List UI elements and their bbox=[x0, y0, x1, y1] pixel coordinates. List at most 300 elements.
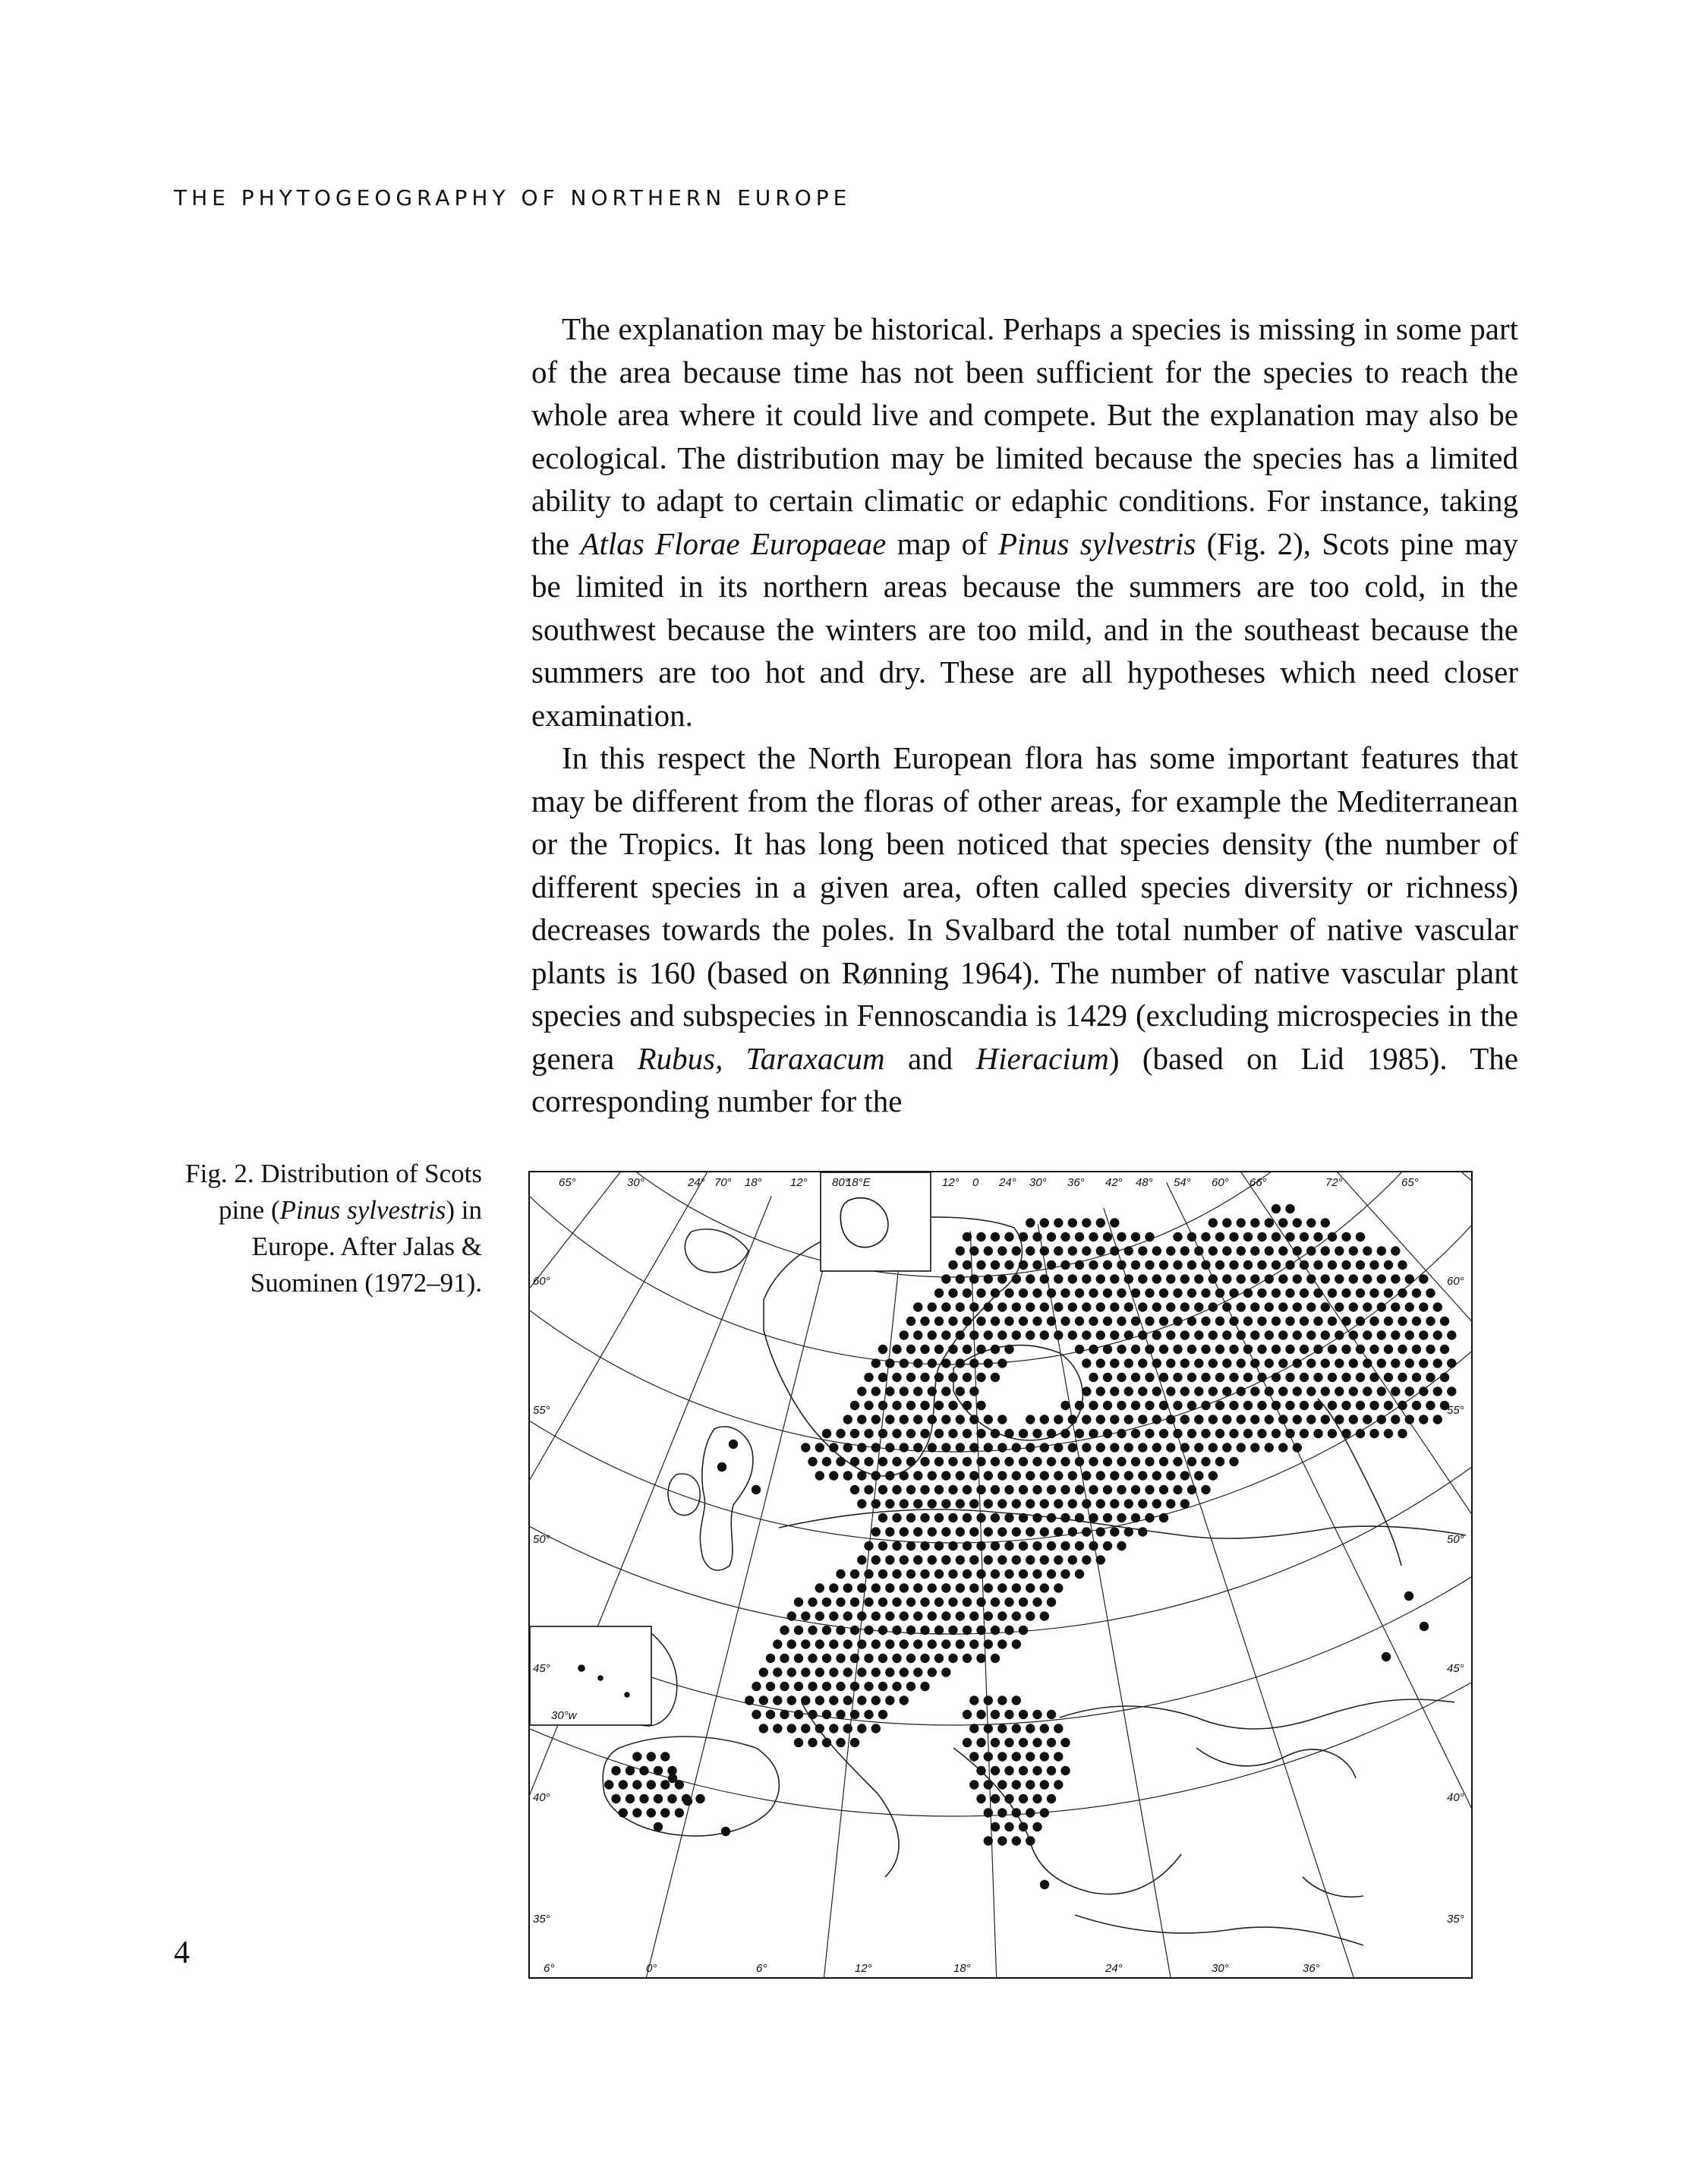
occurrence-dot bbox=[984, 1246, 993, 1255]
occurrence-dot bbox=[1215, 1289, 1224, 1298]
occurrence-dot bbox=[1243, 1317, 1253, 1326]
occurrence-dot bbox=[900, 1639, 909, 1648]
occurrence-dot bbox=[1377, 1386, 1386, 1396]
occurrence-dot bbox=[920, 1457, 929, 1466]
left-degree-label: 40° bbox=[533, 1791, 550, 1804]
occurrence-dot bbox=[1173, 1260, 1182, 1270]
occurrence-dot bbox=[976, 1429, 985, 1438]
bottom-degree-label: 12° bbox=[855, 1962, 872, 1975]
occurrence-dot bbox=[1145, 1373, 1154, 1382]
occurrence-dot bbox=[1012, 1780, 1021, 1789]
occurrence-dot bbox=[1229, 1289, 1238, 1298]
occurrence-dot bbox=[1131, 1401, 1140, 1410]
occurrence-dot bbox=[1209, 1330, 1218, 1339]
occurrence-dot bbox=[892, 1541, 901, 1550]
azores-island bbox=[578, 1665, 585, 1671]
occurrence-dot bbox=[1377, 1358, 1386, 1367]
top-degree-label: 54° bbox=[1174, 1176, 1191, 1189]
occurrence-dot bbox=[822, 1457, 831, 1466]
occurrence-dot bbox=[1019, 1794, 1028, 1803]
occurrence-dot bbox=[843, 1443, 852, 1452]
occurrence-dot bbox=[864, 1429, 873, 1438]
occurrence-dot bbox=[1040, 1780, 1049, 1789]
occurrence-dot bbox=[1082, 1499, 1091, 1508]
occurrence-dot bbox=[1187, 1457, 1196, 1466]
occurrence-dot bbox=[885, 1583, 894, 1592]
occurrence-dot bbox=[1265, 1302, 1274, 1311]
occurrence-dot bbox=[815, 1471, 824, 1480]
occurrence-dot bbox=[1391, 1246, 1400, 1255]
occurrence-dot bbox=[928, 1330, 937, 1339]
occurrence-dot bbox=[752, 1710, 761, 1719]
occurrence-dot bbox=[963, 1598, 972, 1607]
occurrence-dot bbox=[1398, 1373, 1407, 1382]
occurrence-dot bbox=[1426, 1317, 1435, 1326]
occurrence-dot bbox=[963, 1345, 972, 1354]
occurrence-dot bbox=[984, 1583, 993, 1592]
occurrence-dot bbox=[1019, 1457, 1028, 1466]
occurrence-dot bbox=[984, 1808, 993, 1817]
occurrence-dot bbox=[1159, 1260, 1168, 1270]
occurrence-dot bbox=[1117, 1232, 1126, 1241]
occurrence-dot bbox=[1166, 1386, 1175, 1396]
occurrence-dot bbox=[969, 1274, 978, 1283]
occurrence-dot bbox=[1012, 1639, 1021, 1648]
occurrence-dot bbox=[1384, 1401, 1393, 1410]
occurrence-dot bbox=[1265, 1218, 1274, 1227]
occurrence-dot bbox=[1257, 1401, 1266, 1410]
occurrence-dot bbox=[1060, 1485, 1070, 1494]
occurrence-dot bbox=[1117, 1541, 1126, 1550]
occurrence-dot bbox=[1054, 1443, 1063, 1452]
occurrence-dot bbox=[1004, 1822, 1013, 1831]
bottom-degree-label: 36° bbox=[1303, 1962, 1320, 1975]
occurrence-dot bbox=[1159, 1513, 1168, 1522]
occurrence-dot bbox=[1209, 1415, 1218, 1424]
occurrence-dot bbox=[1026, 1471, 1035, 1480]
occurrence-dot bbox=[1075, 1260, 1084, 1270]
occurrence-dot bbox=[1306, 1274, 1316, 1283]
occurrence-dot bbox=[1369, 1373, 1379, 1382]
occurrence-dot bbox=[1152, 1302, 1161, 1311]
occurrence-dot bbox=[801, 1696, 810, 1705]
occurrence-dot bbox=[878, 1513, 887, 1522]
occurrence-dot bbox=[934, 1429, 944, 1438]
top-degree-label: 12° bbox=[790, 1176, 808, 1189]
occurrence-dot bbox=[969, 1583, 978, 1592]
occurrence-dot bbox=[1060, 1513, 1070, 1522]
occurrence-dot bbox=[934, 1401, 944, 1410]
occurrence-dot bbox=[1082, 1302, 1091, 1311]
occurrence-dot bbox=[1012, 1836, 1021, 1845]
occurrence-dot bbox=[1356, 1289, 1365, 1298]
azores-island bbox=[598, 1676, 603, 1680]
occurrence-dot bbox=[1180, 1358, 1190, 1367]
occurrence-dot bbox=[1194, 1246, 1203, 1255]
occurrence-dot bbox=[928, 1443, 937, 1452]
occurrence-dot bbox=[1004, 1541, 1013, 1550]
occurrence-dot bbox=[969, 1527, 978, 1536]
occurrence-dot bbox=[969, 1471, 978, 1480]
occurrence-dot bbox=[1159, 1429, 1168, 1438]
occurrence-dot bbox=[1194, 1415, 1203, 1424]
occurrence-dot bbox=[780, 1654, 789, 1663]
occurrence-dot bbox=[1243, 1260, 1253, 1270]
occurrence-dot bbox=[984, 1780, 993, 1789]
occurrence-dot bbox=[1124, 1274, 1133, 1283]
text-run: ) (based on Lid 1985). The corresponding number for the bbox=[531, 1040, 1519, 1118]
italic-run: Atlas Florae Europaeae bbox=[580, 525, 887, 561]
occurrence-dot bbox=[1096, 1415, 1105, 1424]
occurrence-dot bbox=[1257, 1345, 1266, 1354]
occurrence-dot bbox=[900, 1555, 909, 1564]
occurrence-dot bbox=[1250, 1246, 1259, 1255]
occurrence-dot bbox=[1440, 1373, 1449, 1382]
occurrence-dot bbox=[1124, 1386, 1133, 1396]
occurrence-dot bbox=[1405, 1415, 1414, 1424]
occurrence-dot bbox=[801, 1611, 810, 1620]
occurrence-dot bbox=[997, 1330, 1007, 1339]
occurrence-dot bbox=[1082, 1246, 1091, 1255]
occurrence-dot bbox=[1131, 1485, 1140, 1494]
occurrence-dot bbox=[1229, 1345, 1238, 1354]
occurrence-dot bbox=[787, 1639, 796, 1648]
top-degree-label: 48° bbox=[1136, 1176, 1153, 1189]
occurrence-dot bbox=[1285, 1260, 1294, 1270]
text-run bbox=[723, 1041, 745, 1076]
occurrence-dot bbox=[780, 1682, 789, 1691]
occurrence-dot bbox=[997, 1583, 1007, 1592]
occurrence-dot bbox=[1131, 1429, 1140, 1438]
occurrence-dot bbox=[885, 1639, 894, 1648]
occurrence-dot bbox=[878, 1569, 887, 1579]
occurrence-dot bbox=[976, 1794, 985, 1803]
occurrence-dot bbox=[913, 1443, 922, 1452]
occurrence-dot bbox=[1363, 1415, 1372, 1424]
occurrence-dot bbox=[1019, 1822, 1028, 1831]
occurrence-dot bbox=[1194, 1443, 1203, 1452]
occurrence-dot bbox=[900, 1386, 909, 1396]
occurrence-dot bbox=[632, 1808, 641, 1817]
occurrence-dot bbox=[1306, 1358, 1316, 1367]
occurrence-dot bbox=[1237, 1330, 1246, 1339]
occurrence-dot bbox=[683, 1796, 692, 1806]
occurrence-dot bbox=[948, 1626, 957, 1635]
occurrence-dot bbox=[787, 1667, 796, 1677]
top-degree-label: 18° bbox=[745, 1176, 762, 1189]
occurrence-dot bbox=[1089, 1317, 1098, 1326]
occurrence-dot bbox=[787, 1611, 796, 1620]
occurrence-dot bbox=[963, 1626, 972, 1635]
occurrence-dot bbox=[1089, 1457, 1098, 1466]
occurrence-dot bbox=[1229, 1429, 1238, 1438]
occurrence-dot bbox=[1257, 1260, 1266, 1270]
occurrence-dot bbox=[976, 1457, 985, 1466]
occurrence-dot bbox=[1222, 1330, 1231, 1339]
occurrence-dot bbox=[1117, 1485, 1126, 1494]
occurrence-dot bbox=[1356, 1345, 1365, 1354]
occurrence-dot bbox=[1341, 1345, 1350, 1354]
occurrence-dot bbox=[1166, 1443, 1175, 1452]
occurrence-dot bbox=[948, 1541, 957, 1550]
occurrence-dot bbox=[892, 1457, 901, 1466]
occurrence-dot bbox=[913, 1499, 922, 1508]
occurrence-dot bbox=[850, 1457, 859, 1466]
occurrence-dot bbox=[1250, 1358, 1259, 1367]
occurrence-dot bbox=[934, 1513, 944, 1522]
occurrence-dot bbox=[1082, 1358, 1091, 1367]
occurrence-dot bbox=[815, 1583, 824, 1592]
occurrence-dot bbox=[1068, 1274, 1077, 1283]
occurrence-dot bbox=[1026, 1583, 1035, 1592]
occurrence-dot bbox=[822, 1598, 831, 1607]
occurrence-dot bbox=[991, 1766, 1000, 1775]
occurrence-dot bbox=[1222, 1246, 1231, 1255]
occurrence-dot bbox=[1040, 1274, 1049, 1283]
occurrence-dot bbox=[850, 1598, 859, 1607]
occurrence-dot bbox=[1131, 1289, 1140, 1298]
occurrence-dot bbox=[1272, 1401, 1281, 1410]
occurrence-dot bbox=[948, 1485, 957, 1494]
occurrence-dot bbox=[1209, 1386, 1218, 1396]
occurrence-dot bbox=[984, 1836, 993, 1845]
occurrence-dot bbox=[1328, 1373, 1337, 1382]
occurrence-dot bbox=[1201, 1260, 1210, 1270]
occurrence-dot bbox=[1321, 1274, 1330, 1283]
occurrence-dot bbox=[654, 1822, 663, 1831]
occurrence-dot bbox=[1032, 1260, 1042, 1270]
occurrence-dot bbox=[1222, 1415, 1231, 1424]
top-degree-label: 42° bbox=[1105, 1176, 1123, 1189]
occurrence-dot bbox=[963, 1401, 972, 1410]
occurrence-dot bbox=[913, 1471, 922, 1480]
occurrence-dot bbox=[1173, 1289, 1182, 1298]
occurrence-dot bbox=[1096, 1499, 1105, 1508]
occurrence-dot bbox=[991, 1598, 1000, 1607]
occurrence-dot bbox=[969, 1443, 978, 1452]
occurrence-dot bbox=[667, 1794, 676, 1803]
occurrence-dot bbox=[976, 1289, 985, 1298]
occurrence-dot bbox=[1047, 1513, 1056, 1522]
occurrence-dot bbox=[1040, 1302, 1049, 1311]
page-number: 4 bbox=[174, 1935, 190, 1970]
occurrence-dot bbox=[878, 1373, 887, 1382]
occurrence-dot bbox=[976, 1232, 985, 1241]
occurrence-dot bbox=[885, 1611, 894, 1620]
occurrence-dot bbox=[1004, 1794, 1013, 1803]
occurrence-dot bbox=[1117, 1289, 1126, 1298]
occurrence-dot bbox=[1250, 1302, 1259, 1311]
occurrence-dot bbox=[1032, 1429, 1042, 1438]
occurrence-dot bbox=[892, 1513, 901, 1522]
occurrence-dot bbox=[1047, 1457, 1056, 1466]
occurrence-dot bbox=[1419, 1274, 1428, 1283]
occurrence-dot bbox=[1278, 1302, 1287, 1311]
occurrence-dot bbox=[1047, 1766, 1056, 1775]
occurrence-dot bbox=[1215, 1345, 1224, 1354]
occurrence-dot bbox=[913, 1386, 922, 1396]
occurrence-dot bbox=[984, 1330, 993, 1339]
occurrence-dot bbox=[1103, 1513, 1112, 1522]
occurrence-dot bbox=[1145, 1345, 1154, 1354]
occurrence-dot bbox=[1272, 1373, 1281, 1382]
occurrence-dot bbox=[1117, 1457, 1126, 1466]
occurrence-dot bbox=[1159, 1317, 1168, 1326]
occurrence-dot bbox=[871, 1471, 881, 1480]
occurrence-dot bbox=[956, 1499, 965, 1508]
occurrence-dot bbox=[1293, 1246, 1302, 1255]
occurrence-dot bbox=[1278, 1386, 1287, 1396]
occurrence-dot bbox=[885, 1527, 894, 1536]
occurrence-dot bbox=[1341, 1373, 1350, 1382]
occurrence-dot bbox=[976, 1626, 985, 1635]
occurrence-dot bbox=[1405, 1386, 1414, 1396]
occurrence-dot bbox=[1110, 1358, 1119, 1367]
occurrence-dot bbox=[1032, 1513, 1042, 1522]
right-degree-label: 40° bbox=[1447, 1791, 1464, 1804]
occurrence-dot bbox=[1082, 1218, 1091, 1227]
europe-distribution-map bbox=[528, 1171, 1473, 1979]
occurrence-dot bbox=[928, 1583, 937, 1592]
occurrence-dot bbox=[1250, 1443, 1259, 1452]
occurrence-dot bbox=[1201, 1373, 1210, 1382]
occurrence-dot bbox=[871, 1696, 881, 1705]
occurrence-dot bbox=[626, 1794, 635, 1803]
occurrence-dot bbox=[1075, 1485, 1084, 1494]
italic-run: Pinus sylvestris bbox=[998, 525, 1196, 561]
occurrence-dot bbox=[871, 1724, 881, 1733]
occurrence-dot bbox=[1447, 1330, 1456, 1339]
occurrence-dot bbox=[801, 1667, 810, 1677]
top-degree-label: 24° bbox=[999, 1176, 1016, 1189]
occurrence-dot bbox=[1089, 1485, 1098, 1494]
occurrence-dot bbox=[773, 1639, 782, 1648]
occurrence-dot bbox=[976, 1569, 985, 1579]
occurrence-dot bbox=[1412, 1401, 1421, 1410]
occurrence-dot bbox=[1032, 1289, 1042, 1298]
occurrence-dot bbox=[969, 1302, 978, 1311]
occurrence-dot bbox=[885, 1415, 894, 1424]
occurrence-dot bbox=[934, 1626, 944, 1635]
occurrence-dot bbox=[1187, 1429, 1196, 1438]
occurrence-dot bbox=[1075, 1401, 1084, 1410]
occurrence-dot bbox=[843, 1667, 852, 1677]
occurrence-dot bbox=[984, 1527, 993, 1536]
occurrence-dot bbox=[1026, 1218, 1035, 1227]
occurrence-dot bbox=[1040, 1246, 1049, 1255]
occurrence-dot bbox=[997, 1724, 1007, 1733]
occurrence-dot bbox=[1110, 1246, 1119, 1255]
occurrence-dot bbox=[1166, 1246, 1175, 1255]
occurrence-dot bbox=[934, 1485, 944, 1494]
occurrence-dot bbox=[885, 1667, 894, 1677]
occurrence-dot bbox=[1117, 1513, 1126, 1522]
occurrence-dot bbox=[1173, 1232, 1182, 1241]
occurrence-dot bbox=[1313, 1429, 1322, 1438]
occurrence-dot bbox=[843, 1724, 852, 1733]
occurrence-dot bbox=[1391, 1302, 1400, 1311]
occurrence-dot bbox=[1321, 1330, 1330, 1339]
occurrence-dot bbox=[900, 1471, 909, 1480]
occurrence-dot bbox=[1103, 1373, 1112, 1382]
occurrence-dot bbox=[1075, 1289, 1084, 1298]
occurrence-dot bbox=[815, 1639, 824, 1648]
occurrence-dot bbox=[1265, 1358, 1274, 1367]
occurrence-dot bbox=[1201, 1317, 1210, 1326]
occurrence-dot bbox=[1180, 1415, 1190, 1424]
occurrence-dot bbox=[1243, 1401, 1253, 1410]
occurrence-dot bbox=[1237, 1302, 1246, 1311]
occurrence-dot bbox=[1089, 1429, 1098, 1438]
occurrence-dot bbox=[1440, 1317, 1449, 1326]
occurrence-dot bbox=[900, 1358, 909, 1367]
occurrence-dot bbox=[1047, 1317, 1056, 1326]
occurrence-dot bbox=[1369, 1260, 1379, 1270]
occurrence-dot bbox=[1012, 1555, 1021, 1564]
occurrence-dot bbox=[1293, 1443, 1302, 1452]
occurrence-dot bbox=[794, 1626, 803, 1635]
occurrence-dot bbox=[1159, 1485, 1168, 1494]
occurrence-dot bbox=[808, 1457, 817, 1466]
occurrence-dot bbox=[843, 1696, 852, 1705]
occurrence-dot bbox=[836, 1626, 845, 1635]
occurrence-dot bbox=[1237, 1386, 1246, 1396]
occurrence-dot bbox=[1321, 1218, 1330, 1227]
occurrence-dot bbox=[1229, 1260, 1238, 1270]
occurrence-dot bbox=[1054, 1583, 1063, 1592]
occurrence-dot bbox=[963, 1541, 972, 1550]
occurrence-dot bbox=[1032, 1317, 1042, 1326]
occurrence-dot bbox=[1229, 1317, 1238, 1326]
occurrence-dot bbox=[1426, 1289, 1435, 1298]
occurrence-dot bbox=[1012, 1752, 1021, 1761]
occurrence-dot bbox=[1306, 1386, 1316, 1396]
occurrence-dot bbox=[1138, 1499, 1147, 1508]
occurrence-dot bbox=[857, 1667, 866, 1677]
occurrence-dot bbox=[808, 1682, 817, 1691]
occurrence-dot bbox=[1173, 1485, 1182, 1494]
right-degree-label: 45° bbox=[1447, 1662, 1464, 1675]
occurrence-dot bbox=[1019, 1710, 1028, 1719]
occurrence-dot bbox=[1004, 1429, 1013, 1438]
left-degree-label: 50° bbox=[533, 1533, 550, 1546]
occurrence-dot bbox=[1306, 1415, 1316, 1424]
occurrence-dot bbox=[1026, 1611, 1035, 1620]
occurrence-dot bbox=[1152, 1386, 1161, 1396]
occurrence-dot bbox=[829, 1583, 838, 1592]
occurrence-dot bbox=[1054, 1780, 1063, 1789]
text-run: map of bbox=[886, 525, 999, 561]
occurrence-dot bbox=[997, 1808, 1007, 1817]
occurrence-dot bbox=[934, 1345, 944, 1354]
occurrence-dot bbox=[1293, 1302, 1302, 1311]
top-degree-label: 24° bbox=[688, 1176, 705, 1189]
occurrence-dot bbox=[1419, 1302, 1428, 1311]
occurrence-dot bbox=[1152, 1246, 1161, 1255]
occurrence-dot bbox=[976, 1654, 985, 1663]
occurrence-dot bbox=[969, 1555, 978, 1564]
occurrence-dot bbox=[1180, 1499, 1190, 1508]
occurrence-dot bbox=[1004, 1232, 1013, 1241]
occurrence-dot bbox=[759, 1696, 768, 1705]
body-text bbox=[531, 308, 1518, 1123]
occurrence-dot bbox=[1152, 1274, 1161, 1283]
occurrence-dot bbox=[906, 1345, 915, 1354]
occurrence-dot bbox=[948, 1654, 957, 1663]
occurrence-dot bbox=[1131, 1232, 1140, 1241]
occurrence-dot bbox=[1300, 1373, 1309, 1382]
occurrence-dot bbox=[1278, 1443, 1287, 1452]
